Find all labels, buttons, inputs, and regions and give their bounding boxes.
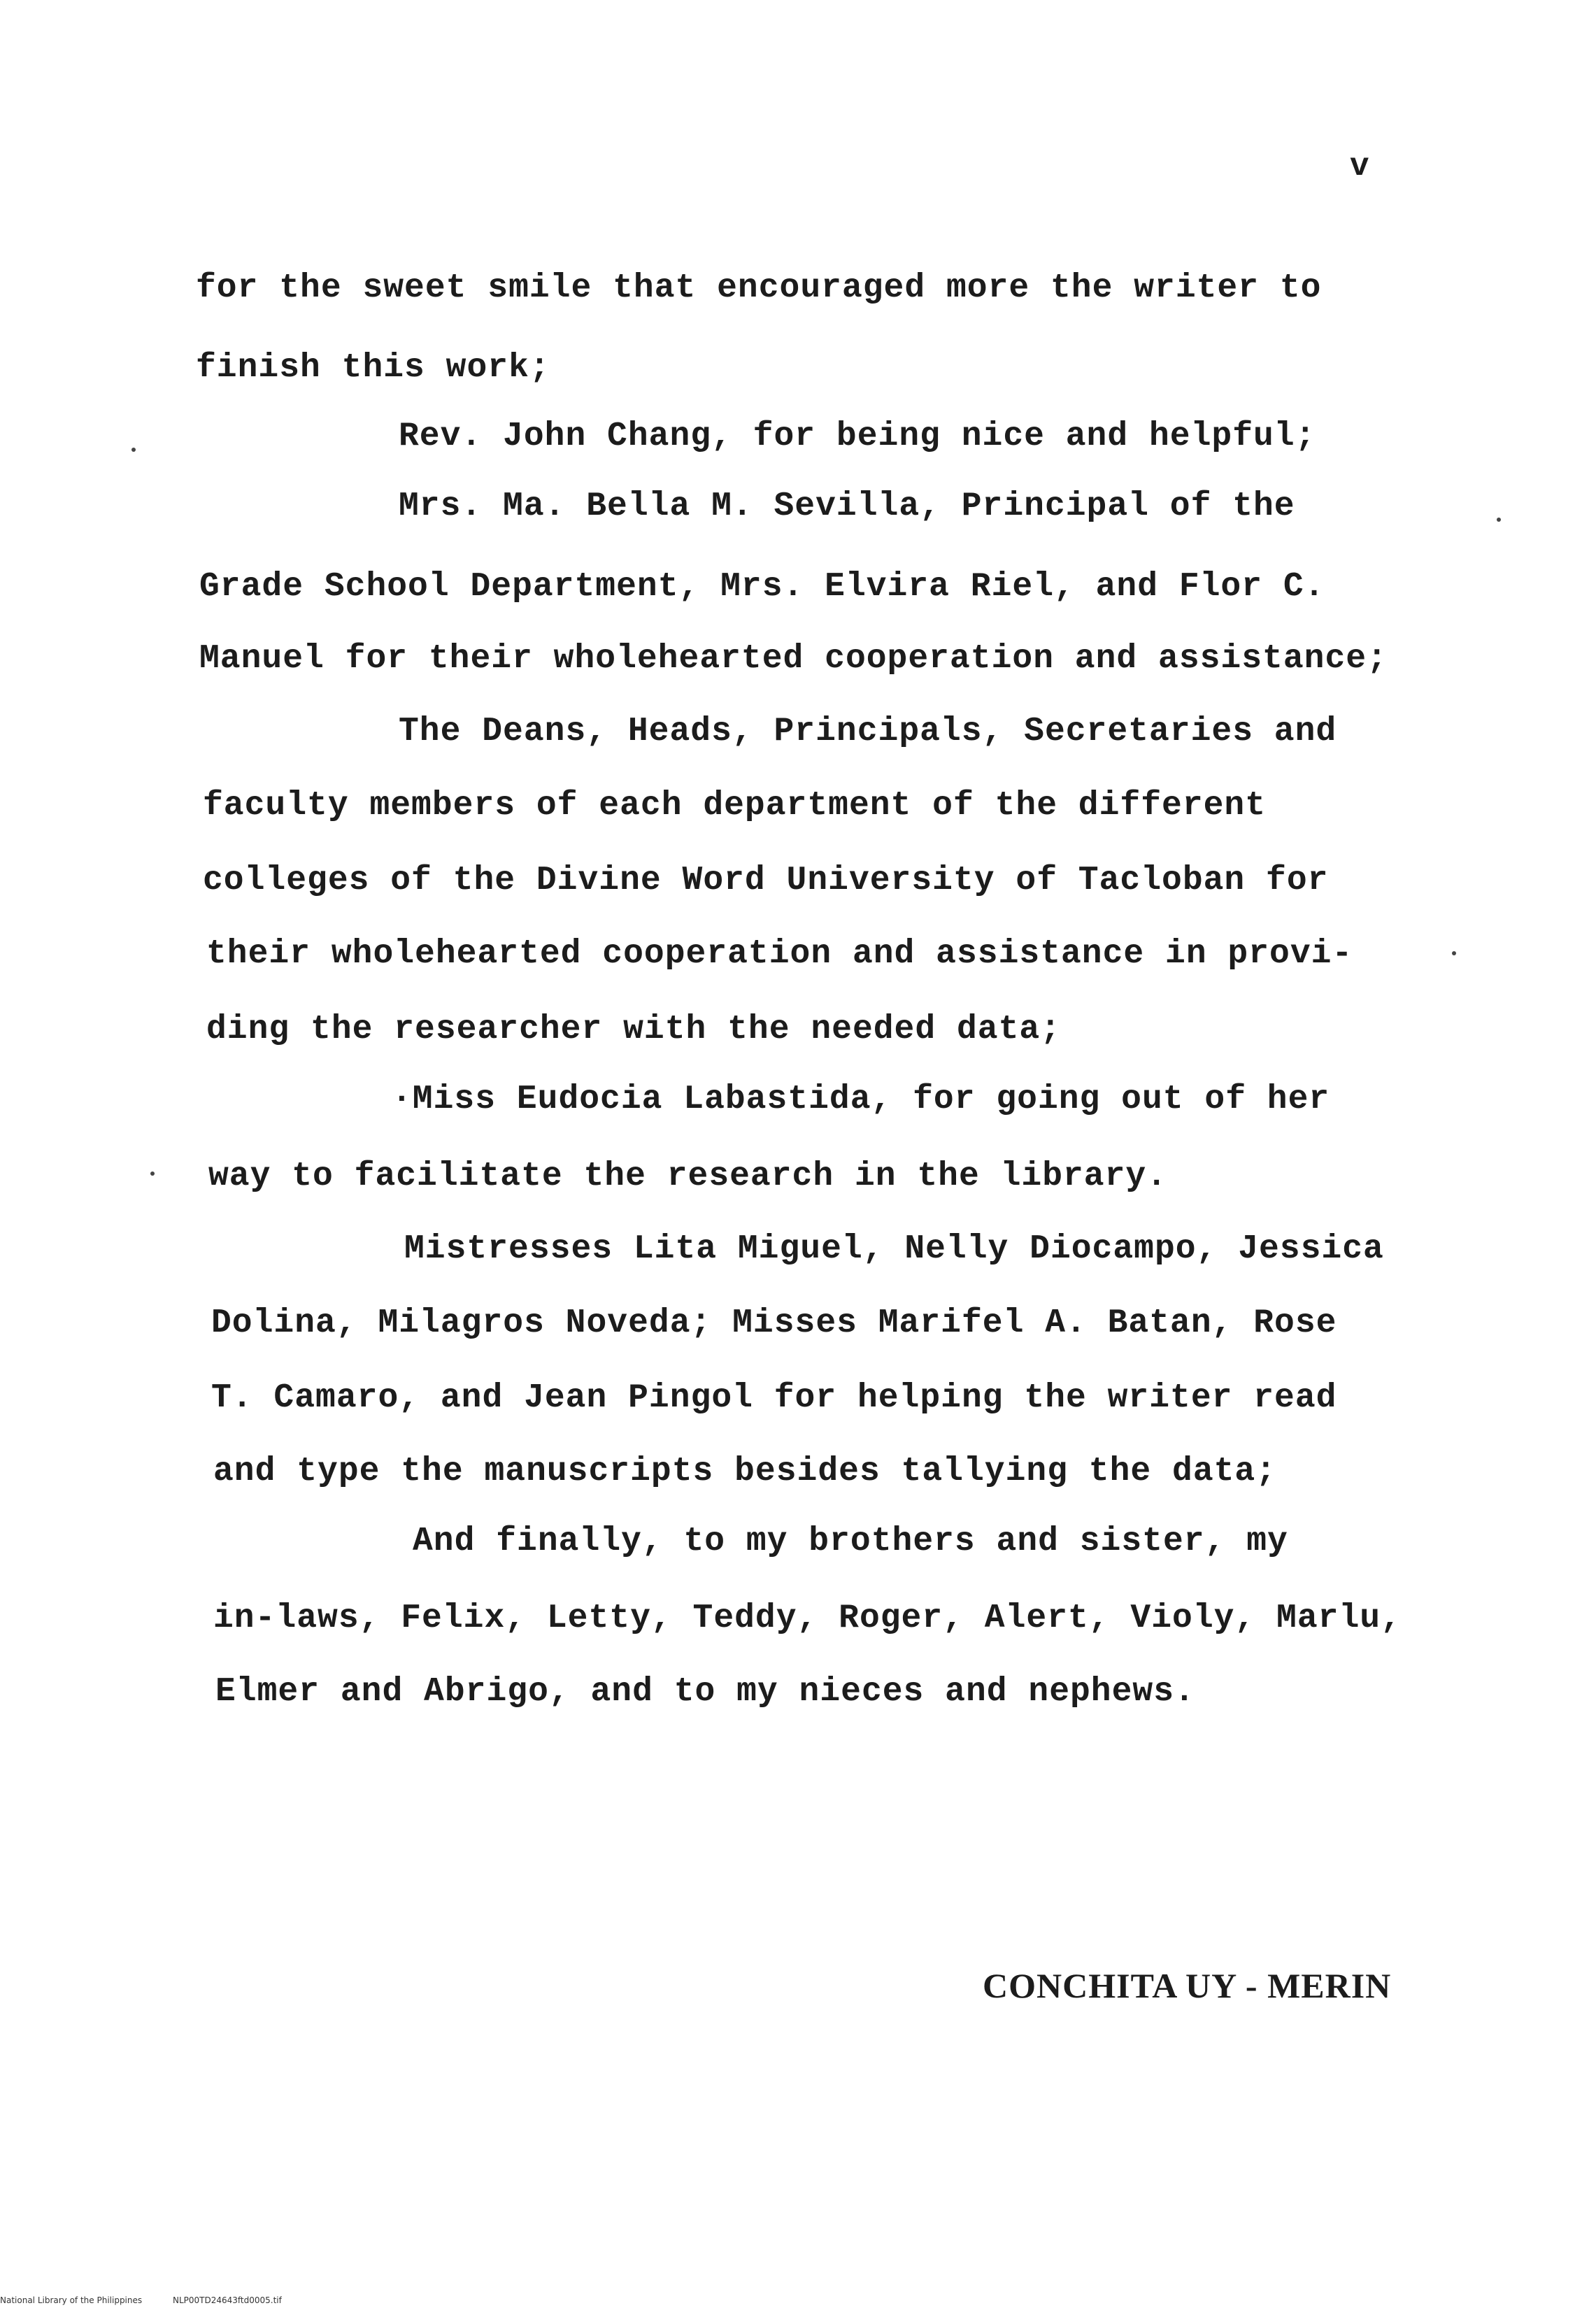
signature: CONCHITA UY - MERIN: [983, 1966, 1392, 2005]
text-line: ding the researcher with the needed data;: [206, 1011, 1061, 1048]
text-line: Mrs. Ma. Bella M. Sevilla, Principal of the: [399, 487, 1295, 525]
text-line: Elmer and Abrigo, and to my nieces and nephews.: [215, 1673, 1195, 1711]
scan-speck: [150, 1171, 155, 1176]
text-line: way to facilitate the research in the library.: [208, 1157, 1168, 1195]
footer-file: NLP00TD24643ftd0005.tif: [172, 2295, 282, 2305]
text-line: Manuel for their wholehearted cooperation and assistance;: [199, 640, 1388, 678]
scan-footer: [0, 2295, 310, 2305]
scan-speck: [131, 448, 136, 452]
text-line: The Deans, Heads, Principals, Secretaries and: [399, 713, 1337, 750]
text-line: ·Miss Eudocia Labastida, for going out of her: [392, 1081, 1330, 1118]
text-line: finish this work;: [196, 349, 550, 387]
scan-speck: [1452, 951, 1456, 955]
text-line: their wholehearted cooperation and assistance in provi-: [206, 935, 1353, 973]
text-line: faculty members of each department of the different: [203, 787, 1267, 825]
scan-speck: [1497, 518, 1501, 522]
footer-library: National Library of the Philippines: [0, 2295, 143, 2305]
text-line: And finally, to my brothers and sister, my: [413, 1523, 1288, 1560]
page-number: v: [1350, 148, 1369, 185]
text-line: Dolina, Milagros Noveda; Misses Marifel A. Batan, Rose: [211, 1304, 1337, 1342]
text-line: Rev. John Chang, for being nice and helpful;: [399, 418, 1316, 455]
text-line: and type the manuscripts besides tallying the data;: [213, 1453, 1277, 1490]
text-line: Grade School Department, Mrs. Elvira Riel, and Flor C.: [199, 568, 1325, 606]
text-line: T. Camaro, and Jean Pingol for helping the writer read: [211, 1379, 1337, 1417]
text-line: for the sweet smile that encouraged more the writer to: [196, 269, 1322, 307]
text-line: Mistresses Lita Miguel, Nelly Diocampo, Jessica: [404, 1230, 1384, 1268]
text-line: colleges of the Divine Word University of Tacloban for: [203, 862, 1329, 899]
text-line: in-laws, Felix, Letty, Teddy, Roger, Alert, Violy, Marlu,: [213, 1600, 1402, 1637]
